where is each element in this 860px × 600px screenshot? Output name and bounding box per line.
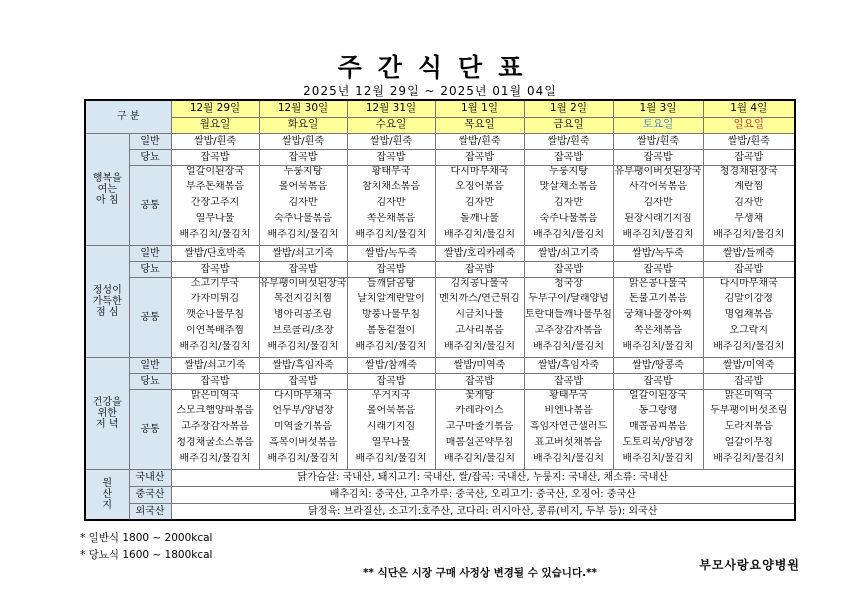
dish-item: 배추김치/물김치 xyxy=(355,228,427,240)
day-cell: 화요일 xyxy=(259,117,347,133)
page-title: 주간식단표 xyxy=(337,53,539,82)
breakfast-diabetic-cell: 잡곡밥 xyxy=(171,149,259,165)
dish-item: 열무나물 xyxy=(371,436,411,448)
dish-item: 고추장감자볶음 xyxy=(534,324,603,336)
dinner-general-cell: 쌀밥/미역죽 xyxy=(703,357,795,373)
dish-item: 고사리볶음 xyxy=(455,324,504,336)
lunch-general-cell: 쌀밥/쇠고기죽 xyxy=(259,245,347,261)
dinner-common-cell xyxy=(613,389,703,469)
dish-item: 명엽채볶음 xyxy=(724,309,773,321)
dish-item: 배추김치/물김치 xyxy=(622,340,694,352)
date-cell: 12월 29일 xyxy=(171,100,259,117)
dish-item: 사각어묵볶음 xyxy=(629,181,687,193)
dish-item: 오그락지 xyxy=(729,324,769,336)
dish-item: 흑임자연근샐러드 xyxy=(529,421,608,433)
lunch-common-cell xyxy=(613,277,703,357)
dish-item: 된장시래기지짐 xyxy=(624,212,692,224)
dish-item: 꽃게탕 xyxy=(465,389,494,401)
change-notice: ** 식단은 시장 구매 사정상 변경될 수 있습니다.** xyxy=(362,567,598,579)
lunch-general-cell: 쌀밥/들깨죽 xyxy=(703,245,795,261)
dish-item: 두부팽이버섯조림 xyxy=(710,405,788,417)
diabetic-diet-label: 당뇨 xyxy=(129,149,171,165)
dish-item: 다시마무채국 xyxy=(719,277,778,289)
date-cell: 1월 1일 xyxy=(435,100,524,117)
lunch-common-cell xyxy=(435,277,524,357)
breakfast-common-cell xyxy=(259,165,347,245)
general-diet-label: 일반 xyxy=(129,245,171,261)
dish-item: 간장고추지 xyxy=(190,197,240,209)
lunch-diabetic-cell: 잡곡밥 xyxy=(347,261,435,277)
dish-item: 배추김치/물김치 xyxy=(533,340,604,352)
dish-item: 맑은미역국 xyxy=(190,389,240,401)
lunch-diabetic-cell: 잡곡밥 xyxy=(524,261,613,277)
dish-item: 김자반 xyxy=(376,197,406,209)
dinner-general-cell: 쌀밥/땅콩죽 xyxy=(613,357,703,373)
lunch-general-cell: 쌀밥/호리카레죽 xyxy=(435,245,524,261)
general-diet-label: 일반 xyxy=(129,133,171,149)
dish-item: 배추김치/물김치 xyxy=(267,452,339,464)
dish-item: 참치채소볶음 xyxy=(362,181,420,193)
origin-label: 원 산 지 xyxy=(85,469,129,520)
dish-item: 김자반 xyxy=(465,197,494,209)
dinner-general-cell: 쌀밥/참깨죽 xyxy=(347,357,435,373)
dish-item: 비엔나볶음 xyxy=(544,405,593,417)
lunch-common-cell xyxy=(347,277,435,357)
dinner-general-cell: 쌀밥/쇠고기죽 xyxy=(171,357,259,373)
day-cell: 수요일 xyxy=(347,117,435,133)
dish-item: 숙주나물볶음 xyxy=(274,212,332,224)
dinner-diabetic-cell: 잡곡밥 xyxy=(259,373,347,389)
lunch-diabetic-cell: 잡곡밥 xyxy=(613,261,703,277)
breakfast-diabetic-cell: 잡곡밥 xyxy=(347,149,435,165)
dish-item: 이연복배추찜 xyxy=(186,324,244,336)
day-cell: 월요일 xyxy=(171,117,259,133)
dinner-common-cell xyxy=(524,389,613,469)
dinner-general-cell: 쌀밥/흑임자죽 xyxy=(524,357,613,373)
dish-item: 봄동겉절이 xyxy=(366,324,416,336)
breakfast-diabetic-cell: 잡곡밥 xyxy=(703,149,795,165)
lunch-diabetic-cell: 잡곡밥 xyxy=(171,261,259,277)
dish-item: 김자반 xyxy=(734,197,764,209)
dish-item: 깻순나물무침 xyxy=(186,309,244,321)
note-line: * 일반식 1800 ~ 2000kcal xyxy=(80,532,213,544)
dish-item: 계란찜 xyxy=(734,181,764,193)
origin-text: 배추김치: 중국산, 고추가루: 중국산, 오리고기: 중국산, 오징어: 중국산 xyxy=(171,486,795,503)
dish-item: 배추김치/물김치 xyxy=(267,340,339,352)
dish-item: 김자반 xyxy=(554,197,583,209)
dish-item: 병아리콩조림 xyxy=(274,309,332,321)
date-cell: 1월 4일 xyxy=(703,100,795,117)
date-cell: 12월 30일 xyxy=(259,100,347,117)
dinner-common-cell xyxy=(259,389,347,469)
origin-region: 외국산 xyxy=(129,503,171,520)
dish-item: 배추김치/물김치 xyxy=(179,340,251,352)
origin-region: 중국산 xyxy=(129,486,171,503)
dish-item: 유부팽이버섯된장국 xyxy=(259,277,347,289)
weekly-menu-table xyxy=(84,99,796,521)
breakfast-diabetic-cell: 잡곡밥 xyxy=(613,149,703,165)
day-cell: 금요일 xyxy=(524,117,613,133)
dish-item: 김치콩나물국 xyxy=(450,277,509,289)
dish-item: 두부구이/달래양념 xyxy=(528,293,609,305)
dish-item: 맛살채소볶음 xyxy=(539,181,598,193)
note-line: * 당뇨식 1600 ~ 1800kcal xyxy=(80,549,213,561)
dinner-diabetic-cell: 잡곡밥 xyxy=(703,373,795,389)
calorie-notes xyxy=(80,530,212,564)
dish-item: 배추김치/물김치 xyxy=(267,228,339,240)
breakfast-general-cell: 쌀밥/흰죽 xyxy=(347,133,435,149)
dish-item: 도라지볶음 xyxy=(724,421,773,433)
dish-item: 우거지국 xyxy=(371,389,411,401)
dinner-meal-label: 건강을 위한 저 녁 xyxy=(85,357,129,469)
breakfast-diabetic-cell: 잡곡밥 xyxy=(435,149,524,165)
dish-item: 얼갈이된장국 xyxy=(629,389,687,401)
dinner-diabetic-cell: 잡곡밥 xyxy=(613,373,703,389)
dish-item: 배추김치/물김치 xyxy=(533,228,604,240)
dish-item: 유부팽이버섯된장국 xyxy=(614,165,702,177)
dish-item: 다시마무채국 xyxy=(450,165,509,177)
dish-item: 청국장 xyxy=(554,277,583,289)
breakfast-diabetic-cell: 잡곡밥 xyxy=(259,149,347,165)
breakfast-meal-label: 행복을 여는 아 침 xyxy=(85,133,129,245)
dish-item: 배추김치/물김치 xyxy=(444,340,515,352)
lunch-meal-label: 정성이 가득한 점 심 xyxy=(85,245,129,357)
header-gubun: 구 분 xyxy=(85,100,171,133)
dish-item: 스모크햄양파볶음 xyxy=(176,405,254,417)
dish-item: 청경채된장국 xyxy=(719,165,778,177)
breakfast-common-cell xyxy=(703,165,795,245)
dish-item: 배추김치/물김치 xyxy=(179,452,251,464)
dish-item: 누룽지탕 xyxy=(549,165,588,177)
dish-item: 배추김치/물김치 xyxy=(355,452,427,464)
lunch-common-cell xyxy=(259,277,347,357)
dish-item: 배추김치/물김치 xyxy=(622,228,694,240)
dish-item: 목전지김치찜 xyxy=(274,293,332,305)
breakfast-general-cell: 쌀밥/흰죽 xyxy=(613,133,703,149)
lunch-general-cell: 쌀밥/단호박죽 xyxy=(171,245,259,261)
dish-item: 고구마줄기볶음 xyxy=(445,421,514,433)
dinner-common-cell xyxy=(435,389,524,469)
breakfast-common-cell xyxy=(171,165,259,245)
breakfast-common-cell xyxy=(435,165,524,245)
dish-item: 김자반 xyxy=(643,197,673,209)
dish-item: 들깨닭곰탕 xyxy=(366,277,416,289)
dish-item: 언두부/양념장 xyxy=(272,405,334,417)
lunch-general-cell: 쌀밥/쇠고기죽 xyxy=(524,245,613,261)
origin-text: 닭정육: 브라질산, 소고기:호주산, 코다리: 러시아산, 콩류(비지, 두부 등): 외국산 xyxy=(171,503,795,520)
breakfast-general-cell: 쌀밥/흰죽 xyxy=(171,133,259,149)
dish-item: 멘치까스/연근튀김 xyxy=(439,293,520,305)
diabetic-diet-label: 당뇨 xyxy=(129,373,171,389)
dish-item: 쪽은채볶음 xyxy=(366,212,416,224)
dish-item: 무생채 xyxy=(734,212,764,224)
dish-item: 볼어묵볶음 xyxy=(366,405,416,417)
dish-item: 돌깨나물 xyxy=(460,212,499,224)
common-diet-label: 공통 xyxy=(129,165,171,245)
date-cell: 1월 2일 xyxy=(524,100,613,117)
lunch-general-cell: 쌀밥/녹두죽 xyxy=(347,245,435,261)
day-cell-sunday: 일요일 xyxy=(703,117,795,133)
dish-item: 배추김치/물김치 xyxy=(713,340,785,352)
origin-text: 닭가슴살: 국내산, 돼지고기: 국내산, 쌀/잡곡: 국내산, 누룽지: 국내산, 채소류: 국내산 xyxy=(171,469,795,486)
lunch-diabetic-cell: 잡곡밥 xyxy=(259,261,347,277)
dish-item: 배추김치/물김치 xyxy=(444,452,515,464)
dish-item: 숙주나물볶음 xyxy=(539,212,598,224)
dinner-diabetic-cell: 잡곡밥 xyxy=(435,373,524,389)
dinner-common-cell xyxy=(171,389,259,469)
dish-item: 궁채나물장아찌 xyxy=(624,309,692,321)
dish-item: 고추장감자볶음 xyxy=(181,421,249,433)
dish-item: 배추김치/물김치 xyxy=(713,228,785,240)
lunch-common-cell xyxy=(524,277,613,357)
dish-item: 토란대들깨나물무침 xyxy=(525,309,612,321)
dinner-common-cell xyxy=(703,389,795,469)
dish-item: 배추김치/물김치 xyxy=(622,452,694,464)
dish-item: 미역줄기볶음 xyxy=(274,421,332,433)
dish-item: 쪽은채볶음 xyxy=(633,324,683,336)
lunch-common-cell xyxy=(703,277,795,357)
dish-item: 시래기지짐 xyxy=(366,421,416,433)
breakfast-general-cell: 쌀밥/흰죽 xyxy=(524,133,613,149)
dinner-general-cell: 쌀밥/미역죽 xyxy=(435,357,524,373)
general-diet-label: 일반 xyxy=(129,357,171,373)
dish-item: 배추김치/물김치 xyxy=(179,228,251,240)
hospital-name: 부모사랑요양병원 xyxy=(699,558,800,572)
dish-item: 카레라이스 xyxy=(455,405,504,417)
dish-item: 황태무국 xyxy=(549,389,588,401)
dish-item: 동그랑땡 xyxy=(638,405,678,417)
date-cell: 1월 3일 xyxy=(613,100,703,117)
dish-item: 얼갈이무침 xyxy=(724,436,773,448)
dinner-diabetic-cell: 잡곡밥 xyxy=(524,373,613,389)
diabetic-diet-label: 당뇨 xyxy=(129,261,171,277)
breakfast-general-cell: 쌀밥/흰죽 xyxy=(703,133,795,149)
dish-item: 흑목이버섯볶음 xyxy=(269,436,337,448)
breakfast-common-cell xyxy=(347,165,435,245)
dish-item: 배추김치/물김치 xyxy=(533,452,604,464)
day-cell-saturday: 토요일 xyxy=(613,117,703,133)
dish-item: 볼어묵볶음 xyxy=(278,181,328,193)
dish-item: 매콤실곤약무침 xyxy=(445,436,514,448)
dish-item: 브로콜리/초장 xyxy=(272,324,334,336)
breakfast-common-cell xyxy=(524,165,613,245)
dish-item: 누룽지탕 xyxy=(283,165,323,177)
dish-item: 돈불고기볶음 xyxy=(629,293,687,305)
dish-item: 표고버섯채볶음 xyxy=(534,436,603,448)
dish-item: 황태무국 xyxy=(371,165,411,177)
dinner-diabetic-cell: 잡곡밥 xyxy=(347,373,435,389)
date-cell: 12월 31일 xyxy=(347,100,435,117)
menu-period: 2025년 12월 29일 ~ 2025년 01월 04일 xyxy=(303,84,557,98)
dish-item: 맑은콩나물국 xyxy=(629,277,687,289)
dish-item: 부추돈채볶음 xyxy=(186,181,244,193)
lunch-common-cell xyxy=(171,277,259,357)
breakfast-general-cell: 쌀밥/흰죽 xyxy=(435,133,524,149)
dish-item: 배추김치/물김치 xyxy=(713,452,785,464)
dish-item: 시금치나물 xyxy=(455,309,504,321)
common-diet-label: 공통 xyxy=(129,389,171,469)
lunch-general-cell: 쌀밥/녹두죽 xyxy=(613,245,703,261)
dish-item: 오징어볶음 xyxy=(455,181,504,193)
lunch-diabetic-cell: 잡곡밥 xyxy=(435,261,524,277)
dish-item: 가자미튀김 xyxy=(190,293,240,305)
dish-item: 소고기무국 xyxy=(190,277,240,289)
day-cell: 목요일 xyxy=(435,117,524,133)
dish-item: 날치알계란말이 xyxy=(357,293,425,305)
dinner-common-cell xyxy=(347,389,435,469)
breakfast-diabetic-cell: 잡곡밥 xyxy=(524,149,613,165)
lunch-diabetic-cell: 잡곡밥 xyxy=(703,261,795,277)
dish-item: 얼갈이된장국 xyxy=(186,165,244,177)
dish-item: 매콤곰피볶음 xyxy=(629,421,687,433)
dish-item: 배추김치/물김치 xyxy=(355,340,427,352)
breakfast-general-cell: 쌀밥/흰죽 xyxy=(259,133,347,149)
dinner-general-cell: 쌀밥/흑임자죽 xyxy=(259,357,347,373)
dish-item: 배추김치/물김치 xyxy=(444,228,515,240)
dish-item: 청경채굴소스볶음 xyxy=(176,436,254,448)
dish-item: 다시마무채국 xyxy=(274,389,332,401)
dinner-diabetic-cell: 잡곡밥 xyxy=(171,373,259,389)
origin-region: 국내산 xyxy=(129,469,171,486)
dish-item: 방풍나물무침 xyxy=(362,309,420,321)
dish-item: 도토리묵/양념장 xyxy=(622,436,694,448)
dish-item: 김말이강정 xyxy=(724,293,773,305)
dish-item: 김자반 xyxy=(288,197,318,209)
breakfast-common-cell xyxy=(613,165,703,245)
common-diet-label: 공통 xyxy=(129,277,171,357)
dish-item: 열무나물 xyxy=(195,212,235,224)
dish-item: 맑은미역국 xyxy=(724,389,773,401)
